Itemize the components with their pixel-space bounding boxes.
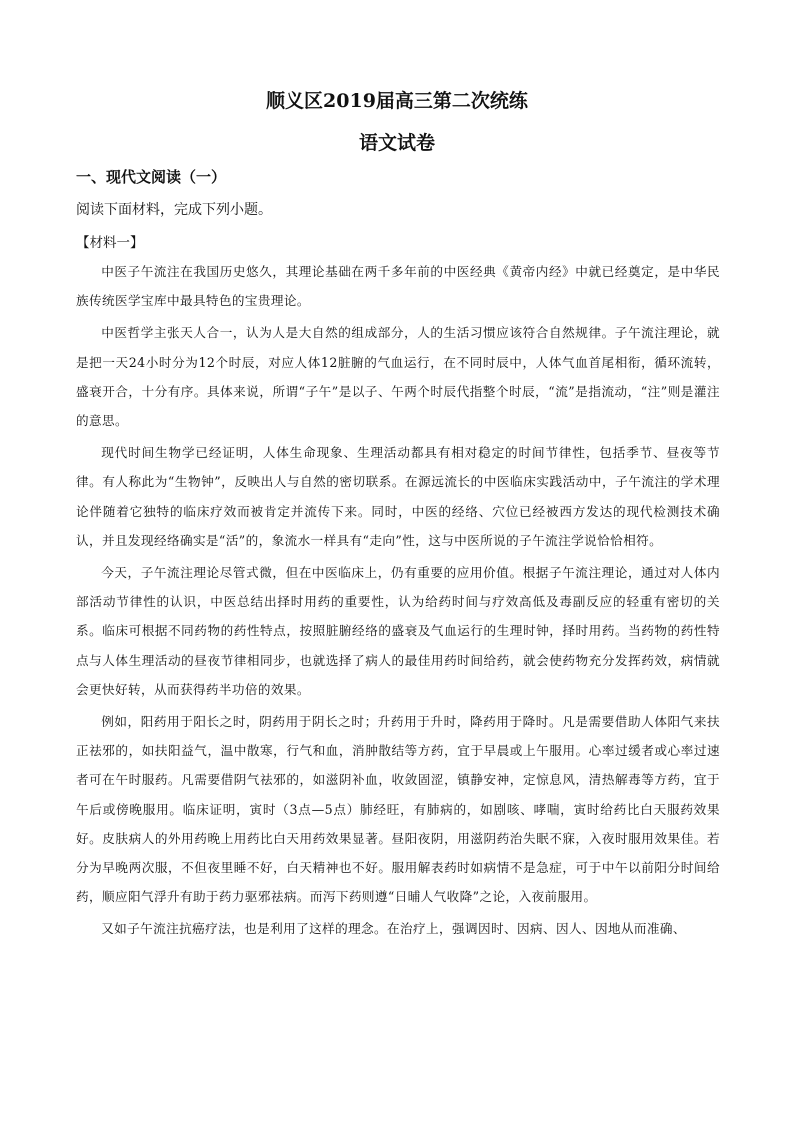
paragraph: 中医哲学主张天人合一，认为人是大自然的组成部分，人的生活习惯应该符合自然规律。子午流注理论，就是把一天24小时分为12个时辰，对应人体12脏腑的气血运行，在不同时辰中，人体气血首尾相衔，循环流转，盛衰开合，十分有序。具体来说，所谓“子午”是以子、午两个时辰代指整个时辰，“流”是指流动，“注”则是灌注的意思。: [76, 325, 720, 429]
paragraph: 中医子午流注在我国历史悠久，其理论基础在两千多年前的中医经典《黄帝内经》中就已经奠定，是中华民族传统医学宝库中最具特色的宝贵理论。: [76, 264, 720, 309]
page-title: 顺义区2019届高三第二次统练: [266, 90, 528, 112]
material-tag: 【材料一】: [76, 235, 144, 251]
page-subtitle: 语文试卷: [358, 132, 435, 154]
paragraph: 例如，阳药用于阳长之时，阴药用于阴长之时；升药用于升时，降药用于降时。凡是需要借助人体阳气来扶正祛邪的，如扶阳益气，温中散寒，行气和血，消肿散结等方药，宜于早晨或上午服用。心率过缓者或心率过速者可在午时服药。凡需要借阴气祛邪的，如滋阴补血，收敛固涩，镇静安神，定惊息风，清热解毒等方药，宜于午后或傍晚服用。临床证明，寅时（3点—5点）肺经旺，有肺病的，如剧咳、哮喘，寅时给药比白天服药效果好。皮肤病人的外用药晚上用药比白天用药效果显著。昼阳夜阴，用滋阴药治失眠不寐，入夜时服用效果佳。若分为早晚两次服，不但夜里睡不好，白天精神也不好。服用解表药时如病情不是急症，可于中午以前阳分时间给药，顺应阳气浮升有助于药力驱邪祛病。而泻下药则遵“日晡人气收降”之论，入夜前服用。: [76, 714, 720, 905]
body-text: [76, 257, 720, 947]
paragraph: 今天，子午流注理论尽管式微，但在中医临床上，仍有重要的应用价值。根据子午流注理论，通过对人体内部活动节律性的认识，中医总结出择时用药的重要性，认为给药时间与疗效高低及毒副反应的轻重有密切的关系。临床可根据不同药物的药性特点，按照脏腑经络的盛衰及气血运行的生理时钟，择时用药。当药物的药性特点与人体生理活动的昼夜节律相同步，也就选择了病人的最佳用药时间给药，就会使药物充分发挥药效，病情就会更快好转，从而获得药半功倍的效果。: [76, 565, 720, 697]
section-heading: 一、现代文阅读（一）: [76, 168, 227, 186]
paragraph: 又如子午流注抗癌疗法，也是利用了这样的理念。在治疗上，强调因时、因病、因人、因地从而准确、: [101, 921, 686, 937]
paragraph: 现代时间生物学已经证明，人体生命现象、生理活动都具有相对稳定的时间节律性，包括季节、昼夜等节律。有人称此为“生物钟”，反映出人与自然的密切联系。在源远流长的中医临床实践活动中，子午流注的学术理论伴随着它独特的临床疗效而被肯定并流传下来。同时，中医的经络、穴位已经被西方发达的现代检测技术确认，并且发现经络确实是“活”的，象流水一样具有“走向”性，这与中医所说的子午流注学说恰恰相符。: [76, 445, 720, 548]
instruction-text: 阅读下面材料，完成下列小题。: [76, 202, 272, 218]
